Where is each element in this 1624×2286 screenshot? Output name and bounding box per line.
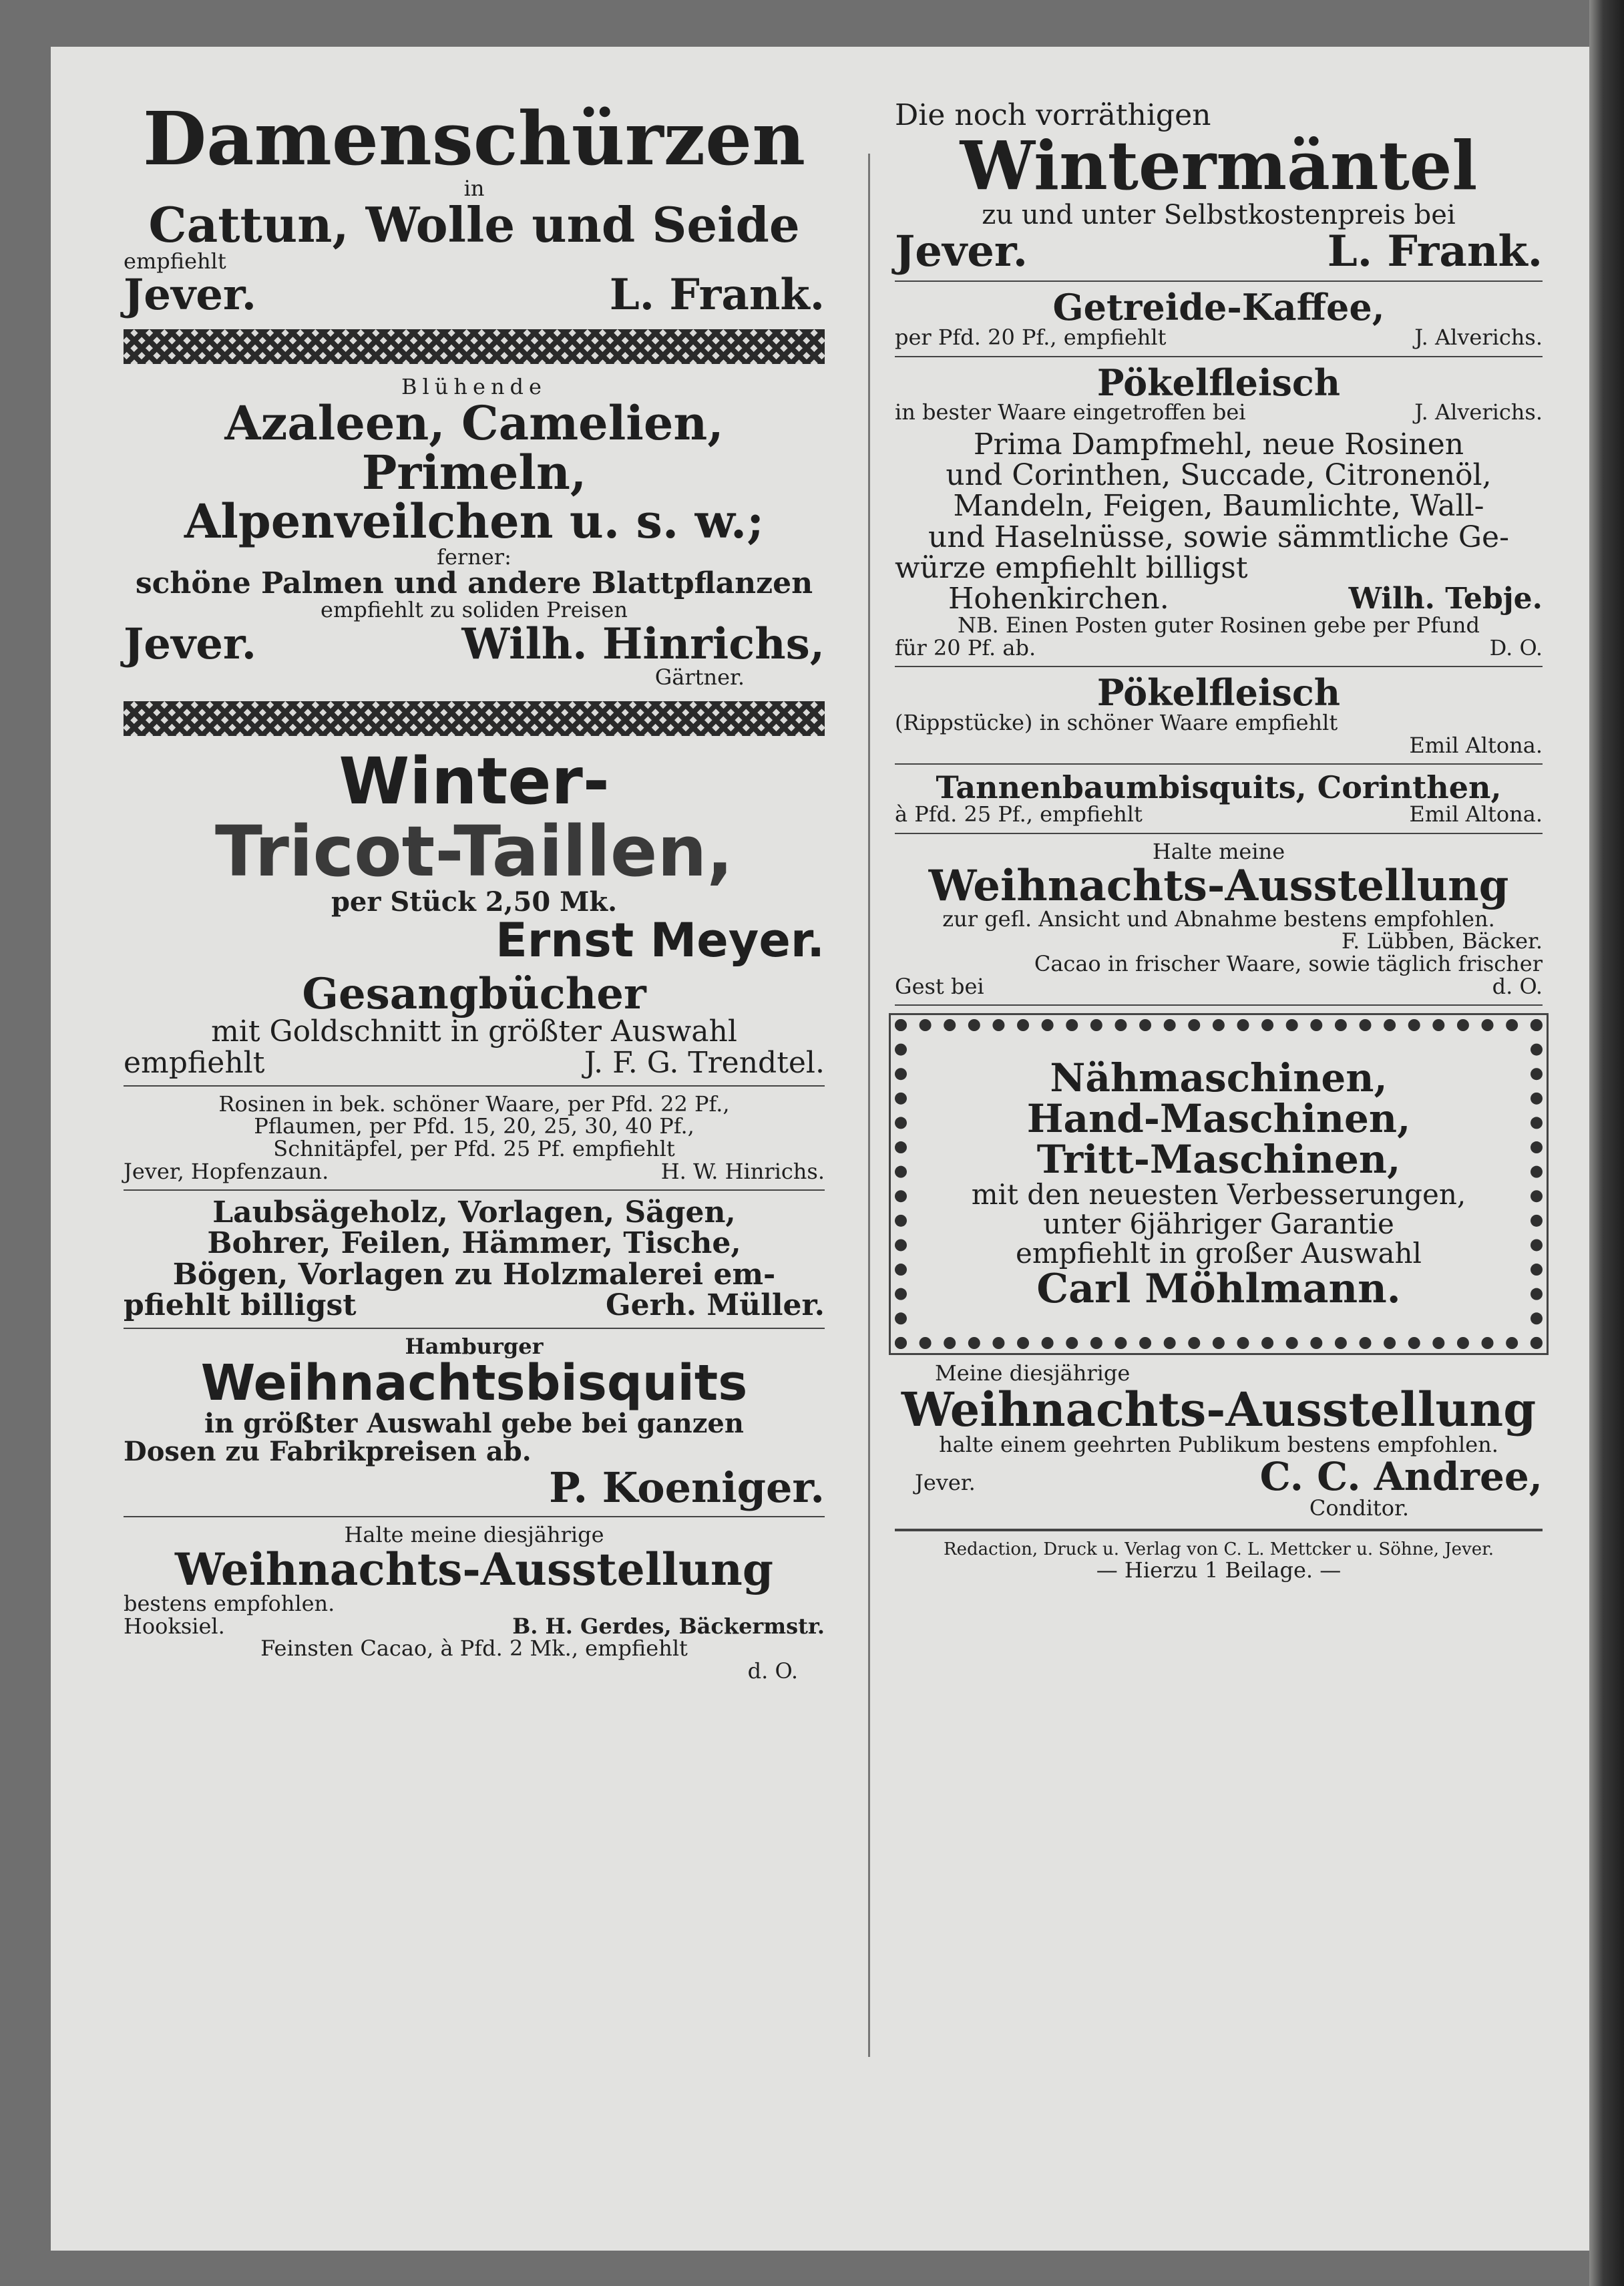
imprint xyxy=(895,1541,1543,1581)
ad-title: Tricot-Taillen, xyxy=(215,810,733,892)
ad-line: Pflaumen, per Pfd. 15, 20, 25, 30, 40 Pf., xyxy=(254,1113,694,1139)
ad-seller: C. C. Andree, xyxy=(1259,1453,1543,1499)
ad-seller: L. Frank. xyxy=(1327,226,1543,277)
imprint-line: Redaction, Druck u. Verlag von C. L. Mettcker u. Söhne, Jever. xyxy=(944,1539,1494,1560)
ad-line: à Pfd. 25 Pf., empfiehlt xyxy=(895,801,1143,827)
book-spine xyxy=(1589,0,1624,2286)
ad-line: Schnitäpfel, per Pfd. 25 Pf. empfiehlt xyxy=(273,1135,675,1161)
ad-getreide-kaffee xyxy=(895,286,1543,351)
ad-text: empfiehlt xyxy=(124,1045,265,1080)
ad-place: Jever. xyxy=(895,226,1028,277)
ad-title: Getreide-Kaffee, xyxy=(1052,286,1385,329)
ornament-border xyxy=(124,701,825,736)
ad-damenschuerzen xyxy=(124,96,825,321)
ad-line: Alpenveilchen u. s. w.; xyxy=(184,494,765,550)
ad-luebben xyxy=(895,841,1543,998)
ad-title: Weihnachts-Ausstellung xyxy=(901,1381,1537,1437)
ad-title: Winter- xyxy=(339,743,610,819)
ad-line: empfiehlt in großer Auswahl xyxy=(1016,1237,1422,1270)
ad-title: Weihnachtsbisquits xyxy=(200,1354,748,1412)
ad-line: Gest bei xyxy=(895,973,984,999)
ad-seller: H. W. Hinrichs. xyxy=(660,1158,825,1184)
ad-place: Hohenkirchen. xyxy=(948,581,1169,616)
ad-line: Feinsten Cacao, à Pfd. 2 Mk., empfiehlt xyxy=(260,1636,688,1662)
ad-line: (Rippstücke) in schöner Waare empfiehlt xyxy=(895,709,1338,735)
ad-line: Hand-Maschinen, xyxy=(1026,1096,1411,1142)
ad-seller: Emil Altona. xyxy=(1409,801,1543,827)
ad-intro: Meine diesjährige xyxy=(935,1360,1131,1386)
ad-line: Dosen zu Fabrikpreisen ab. xyxy=(124,1436,532,1468)
ad-seller: F. Lübben, Bäcker. xyxy=(1341,928,1543,954)
ad-wintermaentel xyxy=(895,98,1543,277)
ad-sign: D. O. xyxy=(1489,634,1543,660)
ad-line: Tritt-Maschinen, xyxy=(1036,1136,1401,1182)
ad-title: Tannenbaumbisquits, Corinthen, xyxy=(936,769,1502,806)
ad-line: Laubsägeholz, Vorlagen, Sägen, xyxy=(212,1195,736,1230)
ad-tannenbaumbisquits xyxy=(895,771,1543,826)
ad-seller: J. Alverichs. xyxy=(1414,399,1543,425)
separator xyxy=(124,1085,825,1087)
separator xyxy=(895,1529,1543,1531)
ad-tricot xyxy=(124,743,825,968)
ad-seller: Emil Altona. xyxy=(1409,732,1543,758)
ornament-border xyxy=(124,329,825,364)
ad-line: unter 6jähriger Garantie xyxy=(1043,1207,1394,1240)
ad-blumen xyxy=(124,376,825,689)
ad-place: Jever. xyxy=(915,1469,976,1495)
ad-seller: Wilh. Hinrichs, xyxy=(461,618,825,669)
ad-text: empfiehlt zu soliden Preisen xyxy=(321,597,628,623)
ad-price: per Stück 2,50 Mk. xyxy=(331,886,618,918)
supplement-note: — Hierzu 1 Beilage. — xyxy=(1096,1557,1342,1583)
ad-line: schöne Palmen und andere Blattpflanzen xyxy=(135,566,813,601)
ad-naehmaschinen xyxy=(895,1019,1543,1349)
ad-andree xyxy=(895,1362,1543,1519)
ad-line: bestens empfohlen. xyxy=(124,1591,335,1617)
ad-role: Gärtner. xyxy=(654,664,745,691)
ad-intro: Hamburger xyxy=(405,1333,544,1359)
ad-line: zu und unter Selbstkostenpreis bei xyxy=(982,200,1456,231)
separator xyxy=(895,833,1543,834)
ad-rosinen xyxy=(124,1093,825,1183)
ad-line: zur gefl. Ansicht und Abnahme bestens empfohlen. xyxy=(942,906,1495,932)
ad-title: Wintermäntel xyxy=(960,126,1478,206)
ad-line: in bester Waare eingetroffen bei xyxy=(895,399,1246,425)
ad-note: NB. Einen Posten guter Rosinen gebe per Pfund xyxy=(958,612,1480,638)
ad-line: Prima Dampfmehl, neue Rosinen xyxy=(973,427,1464,461)
ad-line: Bohrer, Feilen, Hämmer, Tische, xyxy=(207,1226,741,1261)
ad-bisquits xyxy=(124,1333,825,1513)
ad-title: Weihnachts-Ausstellung xyxy=(175,1543,773,1595)
ad-sign: d. O. xyxy=(747,1658,798,1684)
ad-place: Jever. xyxy=(124,618,257,669)
ad-line: Mandeln, Feigen, Baumlichte, Wall- xyxy=(953,489,1484,524)
left-column xyxy=(124,96,825,1684)
ad-seller: Gerh. Müller. xyxy=(606,1288,825,1322)
ad-seller: Ernst Meyer. xyxy=(495,912,825,968)
ad-intro: Die noch vorräthigen xyxy=(895,98,1211,132)
ad-line: halte einem geehrten Publikum bestens empfohlen. xyxy=(939,1432,1498,1458)
ad-gerdes xyxy=(124,1524,825,1682)
ad-place: Jever. xyxy=(124,270,257,321)
ad-place: Jever, Hopfenzaun. xyxy=(124,1158,329,1184)
ad-poekelfleisch-2 xyxy=(895,671,1543,758)
ad-line: mit den neuesten Verbesserungen, xyxy=(971,1177,1466,1211)
ad-intro: Halte meine diesjährige xyxy=(344,1522,604,1548)
ad-line: in größter Auswahl gebe bei ganzen xyxy=(204,1408,744,1440)
ad-line: und Corinthen, Succade, Citronenöl, xyxy=(946,458,1492,493)
ad-line: und Haselnüsse, sowie sämmtliche Ge- xyxy=(928,520,1509,554)
ad-seller: J. F. G. Trendtel. xyxy=(584,1045,825,1080)
ad-text: empfiehlt xyxy=(124,248,226,274)
ad-title: Weihnachts-Ausstellung xyxy=(928,860,1509,911)
ad-title: Pökelfleisch xyxy=(1096,361,1341,404)
ad-note: für 20 Pf. ab. xyxy=(895,634,1036,660)
ad-laubsaege xyxy=(124,1197,825,1321)
ad-intro: Blühende xyxy=(401,374,547,400)
ad-intro: Halte meine xyxy=(1152,839,1285,865)
ad-seller: J. Alverichs. xyxy=(1414,325,1543,351)
ad-seller: Wilh. Tebje. xyxy=(1348,581,1543,616)
ad-line: mit Goldschnitt in größter Auswahl xyxy=(211,1014,737,1049)
separator xyxy=(895,356,1543,357)
separator xyxy=(124,1189,825,1191)
ad-place: Hooksiel. xyxy=(124,1613,225,1639)
ad-seller: L. Frank. xyxy=(609,270,825,321)
ad-line: Azaleen, Camelien, Primeln, xyxy=(224,395,724,500)
ad-role: Conditor. xyxy=(1309,1495,1409,1521)
ad-line: pfiehlt billigst xyxy=(124,1288,357,1322)
ad-title: Damenschürzen xyxy=(142,96,806,182)
ad-title: Pökelfleisch xyxy=(1096,671,1341,715)
ad-title: Gesangbücher xyxy=(302,969,646,1020)
ad-text: in xyxy=(463,175,485,201)
ad-line: Cacao in frischer Waare, sowie täglich frischer xyxy=(1034,950,1543,976)
separator xyxy=(895,666,1543,667)
right-column xyxy=(895,100,1543,1581)
separator xyxy=(895,763,1543,765)
column-divider xyxy=(868,154,870,2057)
ad-seller: P. Koeniger. xyxy=(549,1463,825,1513)
ad-seller: Carl Möhlmann. xyxy=(1036,1266,1401,1313)
ad-text: ferner: xyxy=(437,544,512,570)
ad-line: per Pfd. 20 Pf., empfiehlt xyxy=(895,325,1167,351)
ad-line: Nähmaschinen, xyxy=(1050,1055,1388,1101)
ad-poekelfleisch-1 xyxy=(895,361,1543,425)
separator xyxy=(895,1004,1543,1006)
ad-gesangbuecher xyxy=(124,969,825,1080)
ad-line: Rosinen in bek. schöner Waare, per Pfd. 22 Pf., xyxy=(218,1091,730,1117)
ad-line: würze empfiehlt billigst xyxy=(895,550,1248,585)
ad-sign: d. O. xyxy=(1492,973,1543,999)
ad-line: Bögen, Vorlagen zu Holzmalerei em- xyxy=(172,1257,776,1292)
separator xyxy=(895,280,1543,282)
ad-seller: B. H. Gerdes, Bäckermstr. xyxy=(512,1613,825,1639)
separator xyxy=(124,1328,825,1329)
ad-subtitle: Cattun, Wolle und Seide xyxy=(148,196,800,254)
ad-dampfmehl xyxy=(895,429,1543,659)
separator xyxy=(124,1516,825,1517)
